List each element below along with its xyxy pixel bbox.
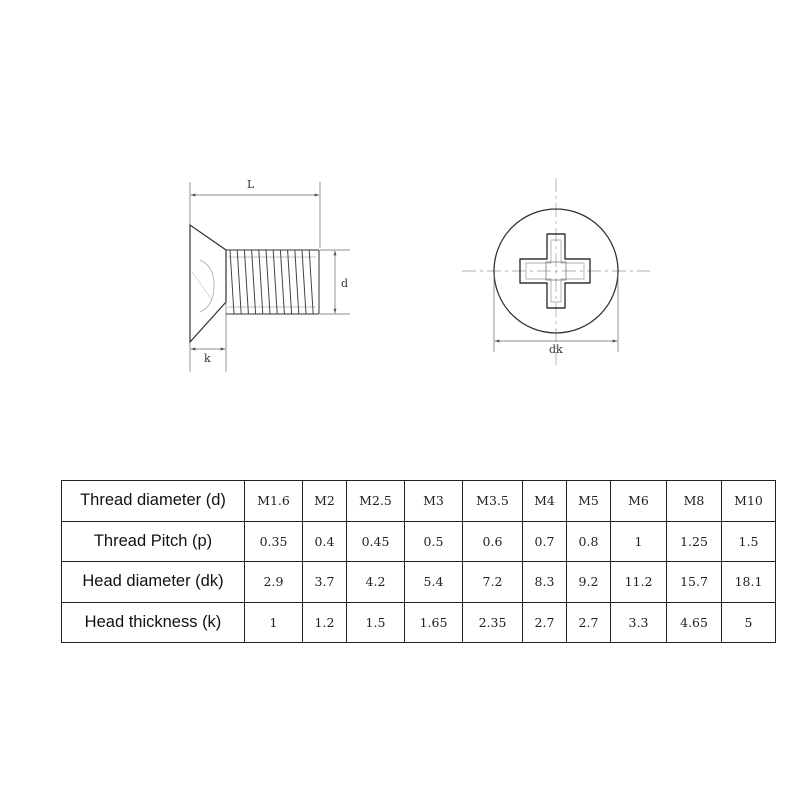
table-cell: M10: [722, 481, 776, 522]
table-cell: 15.7: [667, 562, 722, 603]
thread-line: [295, 250, 299, 314]
table-cell: M6: [611, 481, 667, 522]
thread-line: [288, 250, 292, 314]
table-cell: 2.35: [463, 602, 523, 643]
table-row: [62, 562, 776, 603]
thread-line: [302, 250, 306, 314]
table-cell: 0.4: [303, 521, 347, 562]
thread-line: [273, 250, 277, 314]
table-cell: 5.4: [405, 562, 463, 603]
table-cell: 0.7: [523, 521, 567, 562]
table-cell: 4.2: [347, 562, 405, 603]
table-row: [62, 602, 776, 643]
table-cell: 18.1: [722, 562, 776, 603]
thread-line: [280, 250, 284, 314]
screw-top-view: [462, 178, 650, 365]
table-cell: 1.5: [347, 602, 405, 643]
screw-side-view: [190, 225, 319, 342]
table-cell: 9.2: [567, 562, 611, 603]
diameter-label: d: [341, 277, 349, 290]
table-cell: 0.5: [405, 521, 463, 562]
table-cell: M5: [567, 481, 611, 522]
table-cell: 1.2: [303, 602, 347, 643]
table-cell: 2.7: [523, 602, 567, 643]
table-cell: 1: [611, 521, 667, 562]
length-label: L: [247, 178, 255, 191]
table-cell: 11.2: [611, 562, 667, 603]
thread-line: [237, 250, 241, 314]
table-cell: M1.6: [245, 481, 303, 522]
table-cell: 0.8: [567, 521, 611, 562]
table-cell: M8: [667, 481, 722, 522]
table-row: [62, 521, 776, 562]
head-thickness-label: k: [204, 352, 211, 365]
table-cell: M2: [303, 481, 347, 522]
table-cell: 3.7: [303, 562, 347, 603]
table-cell: 3.3: [611, 602, 667, 643]
table-cell: 7.2: [463, 562, 523, 603]
table-cell: M3.5: [463, 481, 523, 522]
thread-line: [259, 250, 263, 314]
table-row: [62, 481, 776, 522]
thread-line: [252, 250, 256, 314]
row-header: Head diameter (dk): [62, 562, 245, 603]
table-cell: 1.5: [722, 521, 776, 562]
table-cell: 4.65: [667, 602, 722, 643]
thread-line: [244, 250, 248, 314]
table-cell: M4: [523, 481, 567, 522]
table-cell: 2.9: [245, 562, 303, 603]
table-cell: M2.5: [347, 481, 405, 522]
table-cell: 5: [722, 602, 776, 643]
row-header: Thread diameter (d): [62, 481, 245, 522]
table-cell: 0.35: [245, 521, 303, 562]
screw-size-table: [61, 480, 776, 643]
table-cell: 8.3: [523, 562, 567, 603]
table-cell: 2.7: [567, 602, 611, 643]
table-cell: 1.65: [405, 602, 463, 643]
row-header: Thread Pitch (p): [62, 521, 245, 562]
row-header: Head thickness (k): [62, 602, 245, 643]
table-cell: 0.6: [463, 521, 523, 562]
thread-line: [309, 250, 313, 314]
head-diameter-label: dk: [549, 343, 563, 356]
table-cell: 1.25: [667, 521, 722, 562]
table-cell: M3: [405, 481, 463, 522]
thread-line: [230, 250, 234, 314]
table-cell: 1: [245, 602, 303, 643]
thread-line: [266, 250, 270, 314]
table-cell: 0.45: [347, 521, 405, 562]
